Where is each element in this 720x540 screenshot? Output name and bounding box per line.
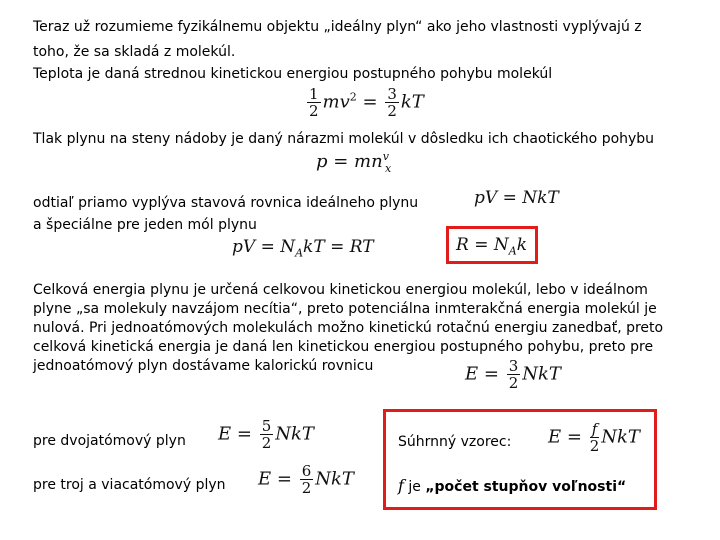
pressure-equation: $p = mn^v_x$ [316,150,392,175]
diatomic-equation: E = $\frac{5}{2}$ NkT [218,417,314,452]
summary-label: Súhrnný vzorec: [398,434,512,450]
state-text-2: a špeciálne pre jeden mól plynu [33,217,257,233]
r-equation: $R = N_Ak$ [456,235,527,258]
pressure-text: Tlak plynu na steny nádoby je daný nárazmi molekúl v dôsledku ich chaotického pohybu [33,131,655,147]
state-equation: pV = NkT [474,188,559,208]
intro-line-1: Teraz už rozumieme fyzikálnemu objektu „ideálny plyn“ ako jeho vlastnosti vyplývajú z [33,19,642,35]
mol-equation: pV = $N_AkT$ = RT [232,237,374,260]
temperature-equation: $\frac{1}{2}$ $mv^2$ = $\frac{3}{2}$ kT [309,85,424,120]
intro-line-2: toho, že sa skladá z molekúl. [33,44,236,60]
intro-line-3: Teplota je daná strednou kinetickou energiou postupného pohybu molekúl [33,66,553,82]
polyatomic-equation: E = $\frac{6}{2}$ NkT [258,462,354,497]
diatomic-label: pre dvojatómový plyn [33,433,186,449]
dof-description: f je „počet stupňov voľnosti“ [398,476,627,495]
polyatomic-label: pre troj a viacatómový plyn [33,477,226,493]
monoatomic-equation: E = $\frac{3}{2}$ NkT [465,357,561,392]
state-text-1: odtiaľ priamo vyplýva stavová rovnica ideálneho plynu [33,195,419,211]
energy-paragraph: Celková energia plynu je určená celkovou kinetickou energiou molekúl, lebo v ideálnom plyne „sa molekuly navzájom necítia“, preto potenciálna inmterakčná energia molekúl je nulová. Pri jednoatómových molekulách možno kinetickú rotačnú energiu zanedbať, preto celková kinetická energia je daná len kinetickou energiou postupného pohybu, preto pre jednoatómový plyn dostávame kalorickú rovnicu [33,282,664,374]
summary-equation: E = $\frac{f}{2}$ NkT [548,420,640,455]
